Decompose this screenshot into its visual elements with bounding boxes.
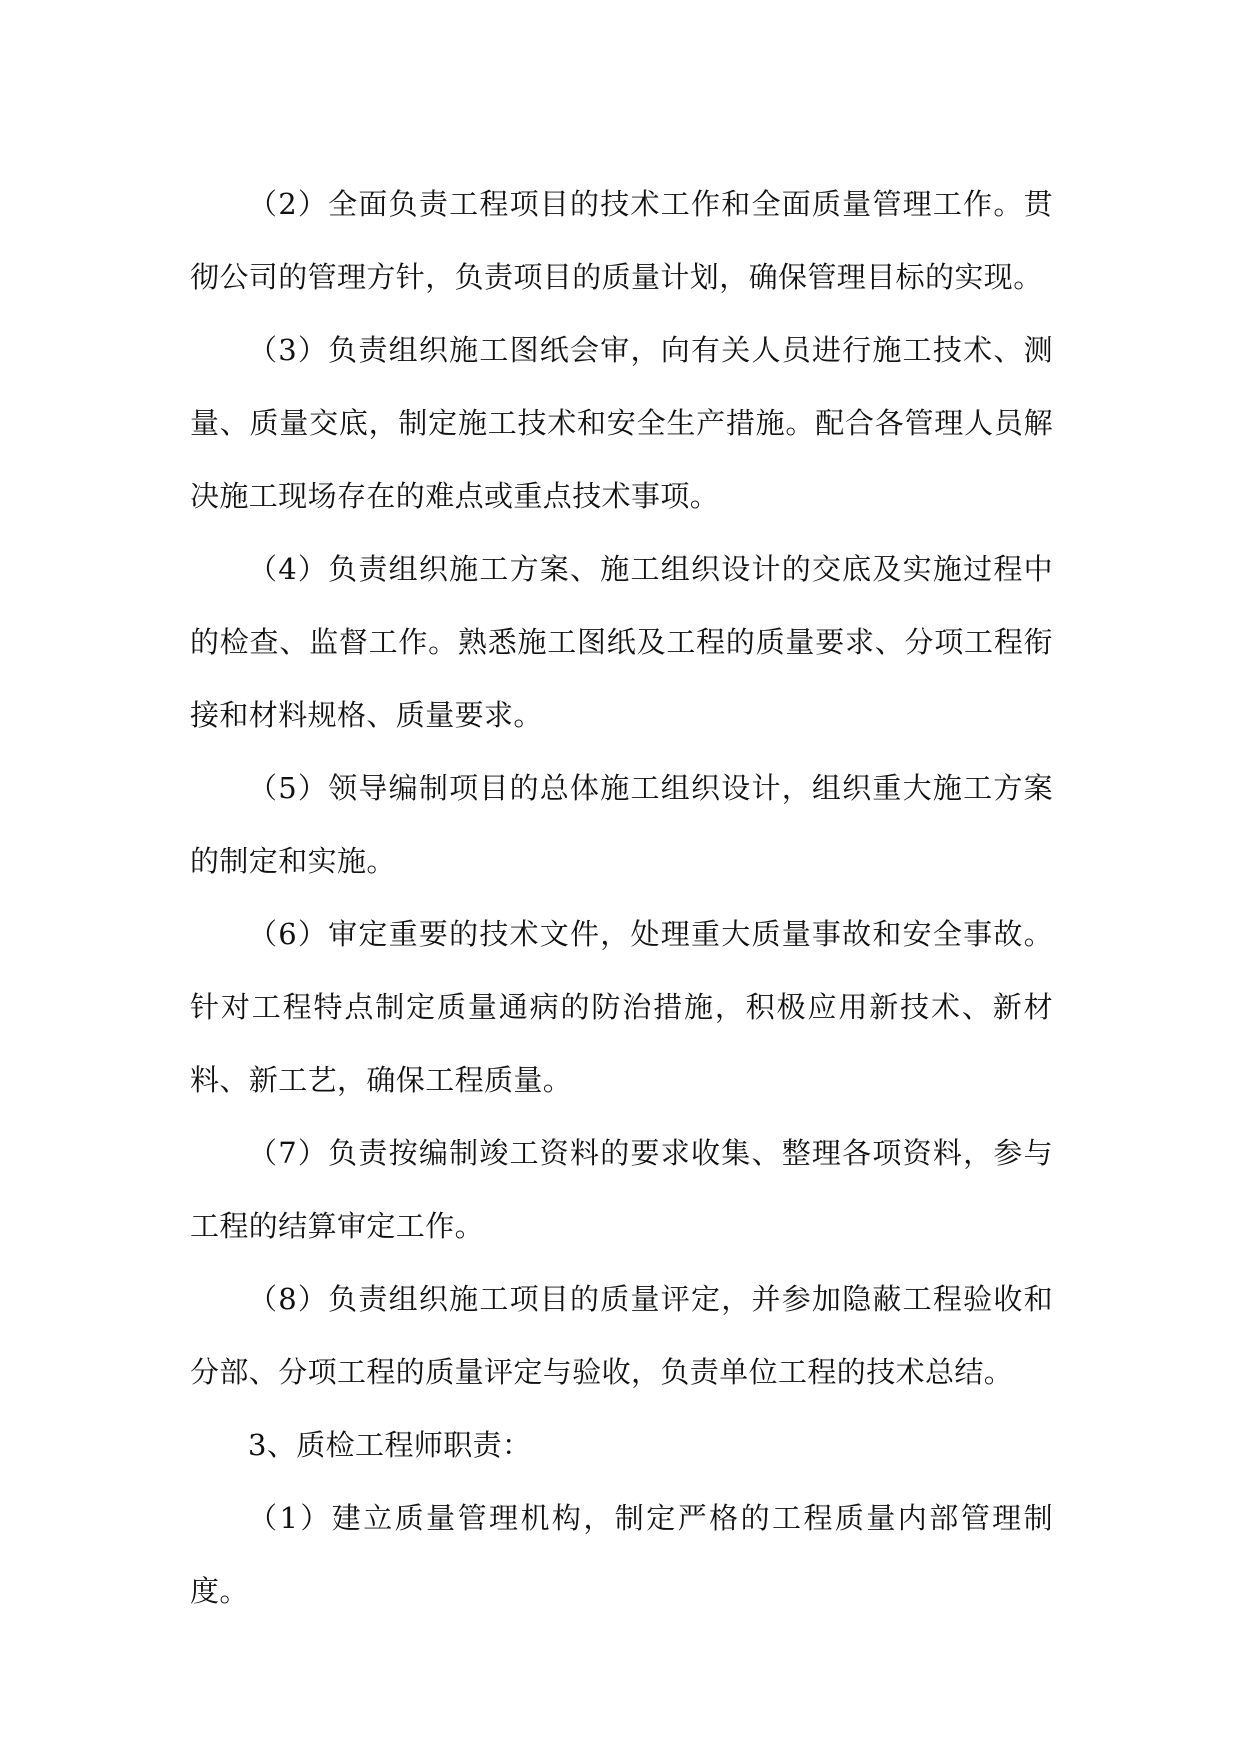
paragraph-item-6: （6）审定重要的技术文件，处理重大质量事故和安全事故。针对工程特点制定质量通病的防治措施，积极应用新技术、新材料、新工艺，确保工程质量。 bbox=[190, 917, 1053, 1097]
paragraph-item-4: （4）负责组织施工方案、施工组织设计的交底及实施过程中的检查、监督工作。熟悉施工图纸及工程的质量要求、分项工程衔接和材料规格、质量要求。 bbox=[190, 552, 1053, 732]
paragraph-item-1: （1）建立质量管理机构，制定严格的工程质量内部管理制度。 bbox=[190, 1501, 1053, 1608]
paragraph-item-7: （7）负责按编制竣工资料的要求收集、整理各项资料，参与工程的结算审定工作。 bbox=[190, 1136, 1053, 1243]
section-heading-quality-inspector: 3、质检工程师职责： bbox=[248, 1428, 532, 1462]
document-body bbox=[190, 168, 1053, 1628]
paragraph-item-3: （3）负责组织施工图纸会审，向有关人员进行施工技术、测量、质量交底，制定施工技术和安全生产措施。配合各管理人员解决施工现场存在的难点或重点技术事项。 bbox=[190, 333, 1053, 513]
paragraph-item-5: （5）领导编制项目的总体施工组织设计，组织重大施工方案的制定和实施。 bbox=[190, 771, 1053, 878]
paragraph-item-8: （8）负责组织施工项目的质量评定，并参加隐蔽工程验收和分部、分项工程的质量评定与验收，负责单位工程的技术总结。 bbox=[190, 1282, 1053, 1389]
paragraph-item-2: （2）全面负责工程项目的技术工作和全面质量管理工作。贯彻公司的管理方针，负责项目的质量计划，确保管理目标的实现。 bbox=[190, 187, 1053, 294]
